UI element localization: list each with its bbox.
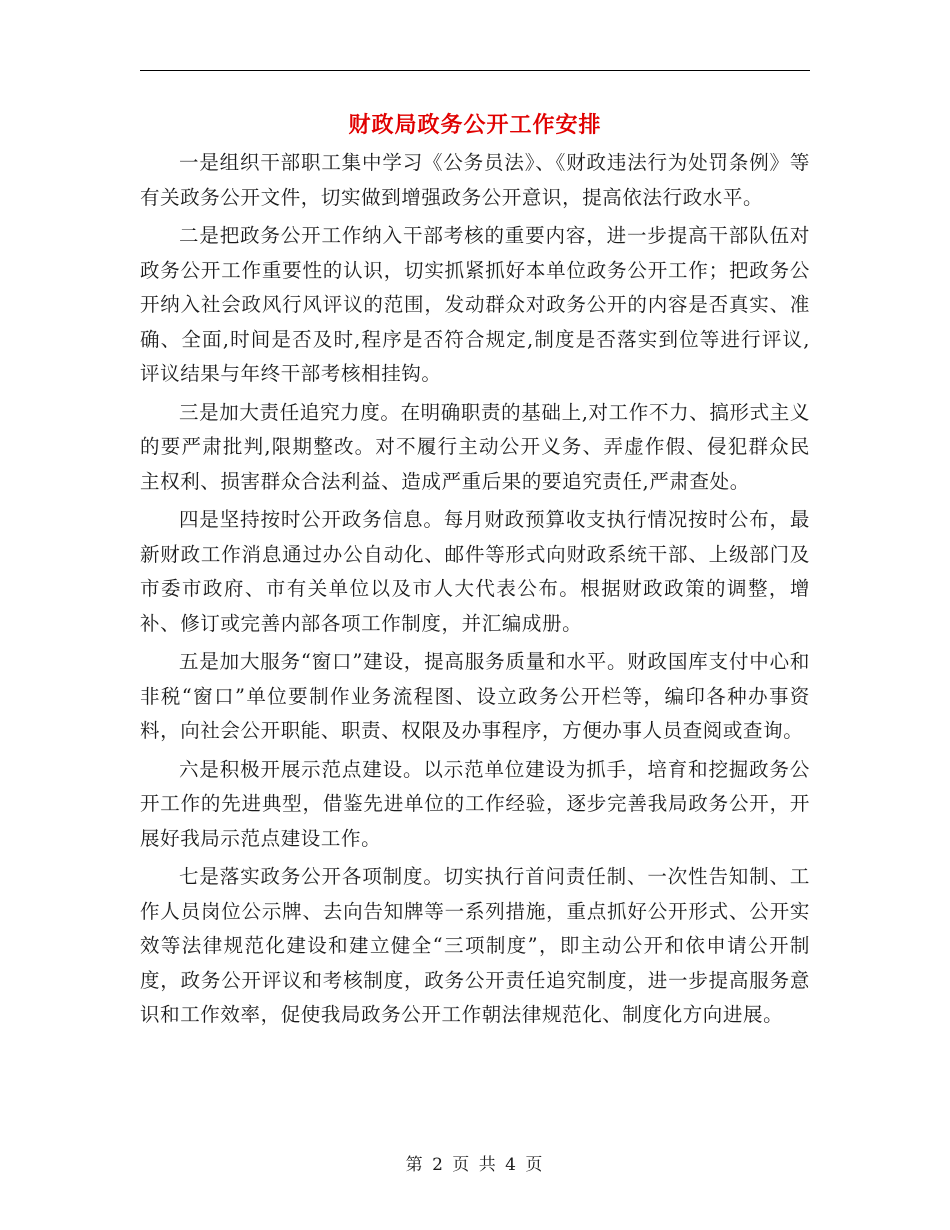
page-footer: 第 2 页 共 4 页: [405, 1155, 545, 1175]
paragraph-5: 五是加大服务“窗口”建设，提高服务质量和水平。财政国库支付中心和非税“窗口”单位要制作业务流程图、设立政务公开栏等，编印各种办事资料，向社会公开职能、职责、权限及办事程序，方便办事人员查阅或查询。: [140, 650, 810, 742]
paragraph-3: 三是加大责任追究力度。在明确职责的基础上,对工作不力、搞形式主义的要严肃批判,限期整改。对不履行主动公开义务、弄虚作假、侵犯群众民主权利、损害群众合法利益、造成严重后果的要追究责任,严肃查处。: [140, 400, 810, 493]
paragraph-1: 一是组织干部职工集中学习《公务员法》、《财政违法行为处罚条例》等有关政务公开文件，切实做到增强政务公开意识，提高依法行政水平。: [140, 151, 810, 209]
document-title: 财政局政务公开工作安排: [348, 112, 602, 138]
paragraph-7: 七是落实政务公开各项制度。切实执行首问责任制、一次性告知制、工作人员岗位公示牌、去向告知牌等一系列措施，重点抓好公开形式、公开实效等法律规范化建设和建立健全“三项制度”，即主动公开和依申请公开制度，政务公开评议和考核制度，政务公开责任追究制度，进一步提高服务意识和工作效率，促使我局政务公开工作朝法律规范化、制度化方向进展。: [140, 865, 810, 1026]
paragraph-4: 四是坚持按时公开政务信息。每月财政预算收支执行情况按时公布，最新财政工作消息通过办公自动化、邮件等形式向财政系统干部、上级部门及市委市政府、市有关单位以及市人大代表公布。根据财政政策的调整，增补、修订或完善内部各项工作制度，并汇编成册。: [140, 508, 810, 635]
paragraph-2: 二是把政务公开工作纳入干部考核的重要内容，进一步提高干部队伍对政务公开工作重要性的认识，切实抓紧抓好本单位政务公开工作；把政务公开纳入社会政风行风评议的范围，发动群众对政务公开的内容是否真实、准确、全面,时间是否及时,程序是否符合规定,制度是否落实到位等进行评议,评议结果与年终干部考核相挂钩。: [140, 224, 810, 385]
header-rule: [140, 70, 810, 71]
paragraph-6: 六是积极开展示范点建设。以示范单位建设为抓手，培育和挖掘政务公开工作的先进典型，借鉴先进单位的工作经验，逐步完善我局政务公开，开展好我局示范点建设工作。: [140, 757, 810, 850]
document-body: [140, 146, 810, 1037]
